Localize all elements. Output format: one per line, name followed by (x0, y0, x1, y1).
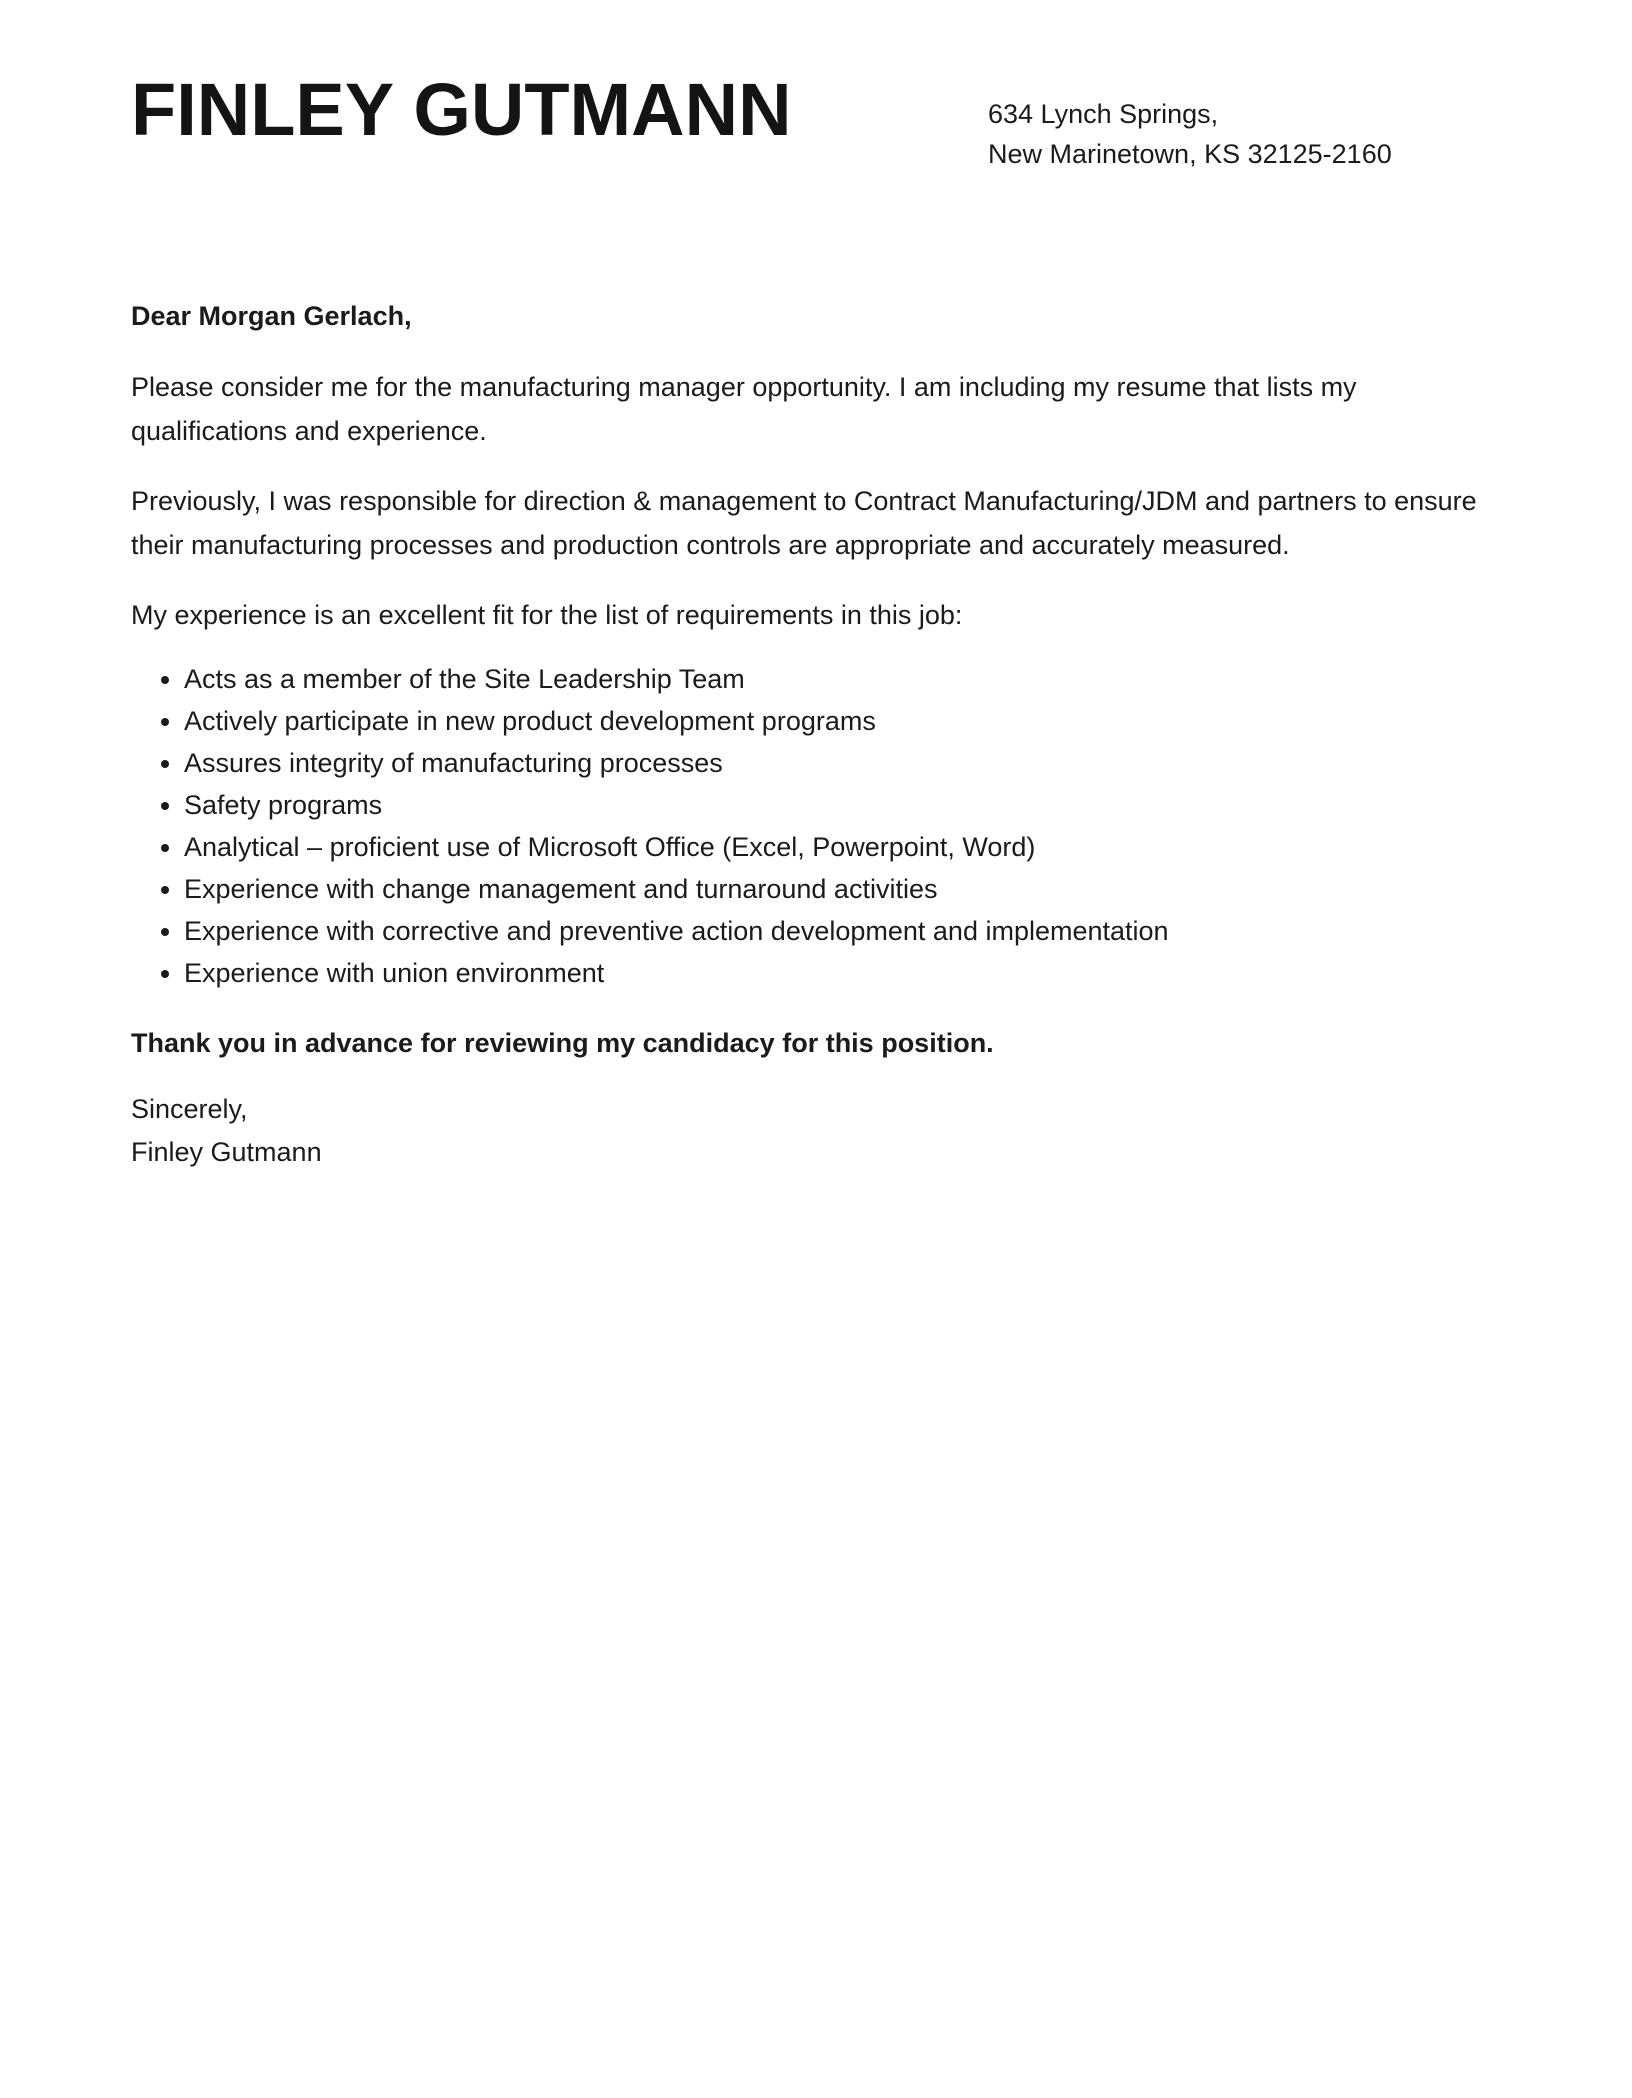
requirement-item: • Assures integrity of manufacturing processes (184, 742, 1503, 784)
requirement-item: • Safety programs (184, 784, 1503, 826)
requirement-item: • Experience with corrective and preventive action development and implementation (184, 910, 1503, 952)
intro-paragraph: Please consider me for the manufacturing manager opportunity. I am including my resume that lists my qualifications and experience. (131, 372, 1357, 446)
signature-name: Finley Gutmann (131, 1137, 322, 1167)
closing-statement: Thank you in advance for reviewing my candidacy for this position. (131, 1028, 994, 1058)
address-line-1: 634 Lynch Springs, (988, 99, 1219, 129)
requirement-item: • Actively participate in new product development programs (184, 700, 1503, 742)
signoff: Sincerely, (131, 1094, 248, 1124)
experience-paragraph: Previously, I was responsible for direction & management to Contract Manufacturing/JDM and partners to ensure their manufacturing processes and production controls are appropriate and accurately measured. (131, 486, 1477, 560)
requirement-item: • Experience with change management and turnaround activities (184, 868, 1503, 910)
requirement-item: • Analytical – proficient use of Microsoft Office (Excel, Powerpoint, Word) (184, 826, 1503, 868)
applicant-address (988, 94, 1503, 174)
salutation: Dear Morgan Gerlach, (131, 301, 412, 331)
signature-block (131, 1088, 1503, 1174)
letter-body (131, 294, 1503, 1174)
applicant-name: FINLEY GUTMANN (131, 68, 792, 151)
requirement-item: • Experience with union environment (184, 952, 1503, 994)
address-line-2: New Marinetown, KS 32125-2160 (988, 139, 1392, 169)
letter-header (131, 64, 1503, 174)
requirements-list (131, 658, 1503, 994)
requirement-item: • Acts as a member of the Site Leadership Team (184, 658, 1503, 700)
requirements-lead-paragraph: My experience is an excellent fit for the list of requirements in this job: (131, 600, 963, 630)
